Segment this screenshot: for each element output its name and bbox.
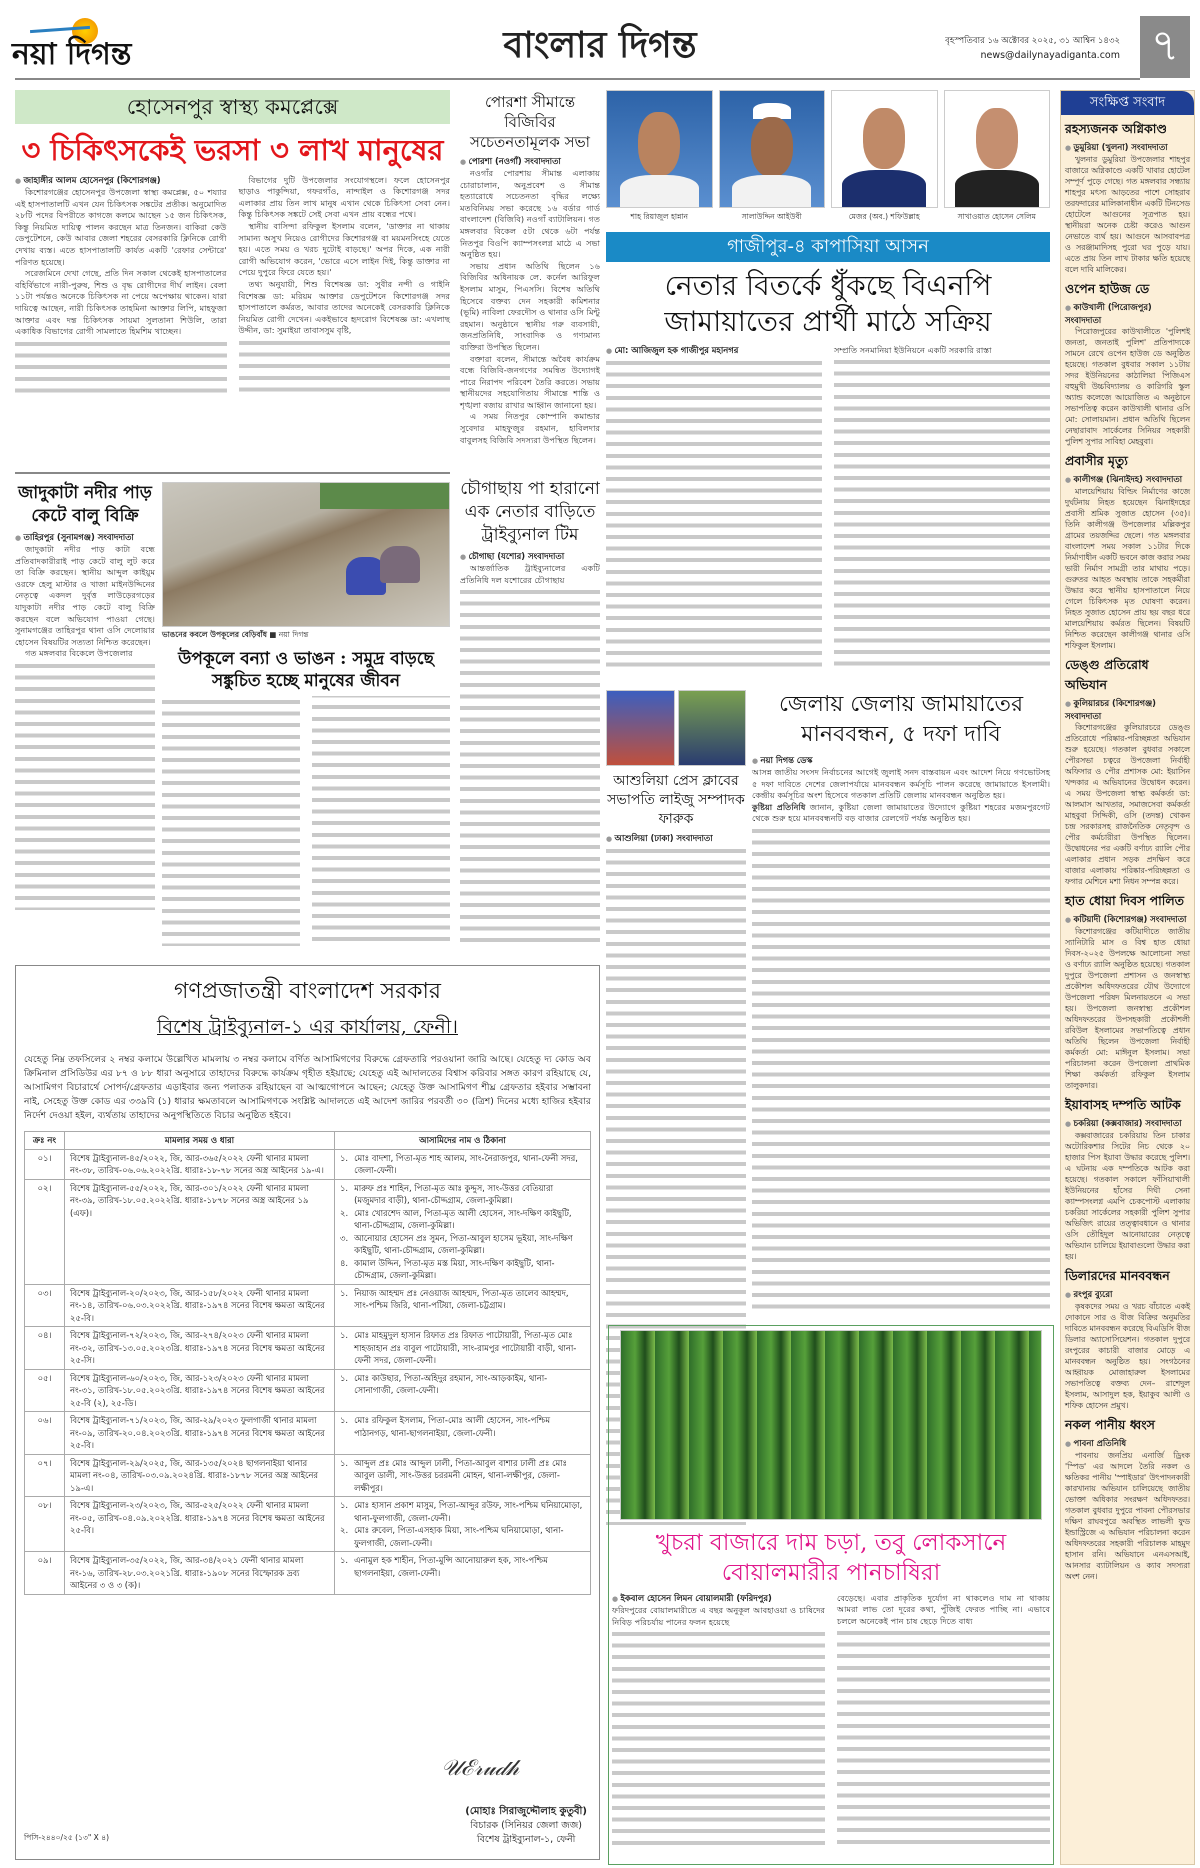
body-text-continuation [15, 660, 155, 910]
serial-cell: ০৩। [25, 1284, 65, 1327]
byline: ● কটিয়াদী (কিশোরগঞ্জ) সংবাদদাতা [1065, 913, 1190, 926]
brief-news-item [1065, 1417, 1190, 1582]
paragraph: সরেজমিনে দেখা গেছে, প্রতি দিন সকাল থেকেই হাসপাতালের বহির্বিভাগে নারী-পুরুষ, শিশু ও বৃদ্ধ রোগীদের দীর্ঘ লাইন। বেলা ১১টা পর্যন্তও অনেকে চিকিৎসক না পেয়ে অপেক্ষায় থাকেন। যারা দায়িত্বে আছেন, নারী চিকিৎসক তাহমিনা আক্তার লিপি, মাহফুজা আক্তার এবং দন্ত চিকিৎসক সায়মা সুলতানা শিউলি, তারা একাধিক বিভাগের রোগী সামলাতে হিমশিম খাচ্ছেন। [15, 268, 227, 337]
paragraph: পিরোজপুরের কাউখালীতে 'পুলিশই জনতা, জনতাই পুলিশ' প্রতিপাদ্যকে সামনে রেখে ওপেন হাউজ ডে অনুষ্ঠিত হয়েছে। গতকাল বুধবার সকাল ১১টায় সদর ইউনিয়নের কাঠালিয়া পিজিএস বহুমুখী উচ্চবিদ্যালয় ও কারিগরি স্কুল অ্যান্ড কলেজে আয়োজিত এ অনুষ্ঠানে সভাপতিত্ব করেন কাউখালী থানার ওসি মো: সোলায়মান। প্রধান অতিথি ছিলেন নেছারাবাদ সার্কেলের সিনিয়র সহকারী পুলিশ সুপার সাবিহা মেহবুবা। [1065, 327, 1190, 446]
brief-news-item [1065, 281, 1190, 447]
byline: ● কালীগঞ্জ (ঝিনাইদহ) সংবাদদাতা [1065, 473, 1190, 486]
table-row [25, 1454, 591, 1497]
accused-entry: ১. এনামুল হক শাহীন, পিতা-মুন্সি আনোয়ারুল হক, সাং-পশ্চিম ছাগলনাইয়া, জেলা-ফেনী। [340, 1555, 548, 1578]
byline: ● চকরিয়া (কক্সবাজার) সংবাদদাতা [1065, 1117, 1190, 1130]
ad-code: পিসি-২৪৪০/২৫ (১৩" X ৪) [24, 1833, 110, 1842]
gazipur-headline-line2: জামায়াতের প্রার্থী মাঠে সক্রিয় [664, 305, 992, 338]
accused-entry: ৪. কামাল উদ্দিন, পিতা-মৃত মস্ত মিয়া, সাং-দক্ষিণ কাইছুটি, থানা-চৌদ্দগ্রাম, জেলা-কুমিল্লা। [340, 1257, 555, 1280]
tribunal-notice [15, 965, 600, 1860]
edition-date: বৃহস্পতিবার ১৬ অক্টোবর ২০২৫, ৩১ আশ্বিন ১৪৩২ [945, 36, 1120, 46]
serial-cell: ০৪। [25, 1327, 65, 1370]
body-text-continuation [752, 825, 1050, 1315]
accused-cell [335, 1149, 591, 1179]
byline: ● নয়া দিগন্ত ডেস্ক [752, 754, 1050, 767]
paragraph: কিশোরগঞ্জের হোসেনপুর উপজেলা স্বাস্থ্য কমপ্লেক্স, ৫০ শয্যার এই হাসপাতালটি এখন যেন চিকিৎসক সঙ্কটের প্রতীক। অনুমোদিত ২৮টি পদের বিপরীতে কাগজে কলমে আছেন ১৫ জন চিকিৎসক, কিন্তু নিয়মিত দায়িত্ব পালন করছেন মাত্র তিনজন। বাকিরা কেউ ডেপুটেশনে, কেউ আবার জেলা শহরের বেসরকারি ক্লিনিকে রোগী দেখায় ব্যস্ত। এতে হাসপাতালটি কার্যত একটি 'রেফার সেন্টারে' পরিণত হয়েছে। [15, 187, 227, 267]
table-row [25, 1179, 591, 1284]
byline: ● জাহাঙ্গীর আলম হোসেনপুর (কিশোরগঞ্জ) [15, 174, 227, 187]
paragraph: কৃষকদের সময় ও খরচ বাঁচাতে একই দোকানে সার ও বীজ বিক্রির অনুমতির দাবিতে মানববন্ধন করেছে বিএডিসি বীজ ডিলার অ্যাসোসিয়েশন। গতকাল দুপুরে রংপুরের কাচারী বাজার মোড়ে এ মানববন্ধন অনুষ্ঠিত হয়। সংগঠনের আহ্বায়ক মোজাহারুল ইসলামের সভাপতিত্বে বক্তব্য দেন– রাশেদুল ইসলাম, আসাদুল হক, ইয়াকুব আলী ও শফিক হোসেন প্রমুখ। [1065, 1302, 1190, 1410]
coast-headline-line2: সঙ্কুচিত হচ্ছে মানুষের জীবন [211, 671, 401, 691]
gazipur-headline-line1: নেতার বিতর্কে ধুঁকছে বিএনপি [664, 269, 992, 302]
coast-story: ভাঙনের কবলে উপকূলের বেড়িবাঁধ ■ নয়া দিগন্ত উপকূলে বন্যা ও ভাঙন : সমুদ্র বাড়ছে সঙ্কুচিত হচ্ছে মানুষের জীবন [162, 482, 450, 960]
byline: ● চৌগাছা (যশোর) সংবাদদাতা [460, 550, 600, 563]
paragraph: সম্প্রতি সনমানিয়া ইউনিয়নে একটি সরকারি রাস্তা [834, 344, 992, 355]
embankment-photo [162, 482, 450, 627]
byline: ● পোরশা (নওগাঁ) সংবাদদাতা [460, 155, 600, 168]
paragraph: স্থানীয় বাসিন্দা রফিকুল ইসলাম বলেন, 'ডাক্তার না থাকায় সামান্য অসুখ নিয়েও রোগীদের কিশোরগঞ্জ বা ময়মনসিংহে যেতে হয়। এতে সময় ও খরচ দুটোই বাড়ছে।' অপর দিকে, এক নারী রোগী অভিযোগ করেন, 'ভোরে এসে লাইন দিই, কিন্তু ডাক্তার না পেয়ে দুপুরে ফিরে যেতে হয়।' [238, 221, 450, 278]
accused-cell [335, 1497, 591, 1552]
section-title: বাংলার দিগন্ত [503, 24, 697, 66]
case-cell: বিশেষ ট্রাইব্যুনাল-৪৫/২০২২, জি, আর-৩৬৫/২০২২ ফেনী থানার মামলা নং-৩৮, তারিখ-০৬.০৬.২০২২খ্রি. ধারাঃ-১৮-৭৮ সনের অস্ত্র আইনের ১৯-এ। [65, 1149, 335, 1179]
brief-news-sidebar [1060, 90, 1195, 1865]
paragraph: কক্সবাজারের চকরিয়ায় তিন চাকার অটোরিকশার সিটের নিচ থেকে ২০ হাজার পিস ইয়াবা উদ্ধার করেছে পুলিশ। এ ঘটনায় এক দম্পতিকে আটক করা হয়েছে। গতকাল সকালে ফাঁসিয়াখালী ইউনিয়নের হাঁসের দিঘী সেনা ক্যাম্পসংলগ্ন এমপি চেকপোস্ট এলাকায় চকরিয়া সার্কেলের সহকারী পুলিশ সুপার অভিজিৎ রায়ের তত্ত্বাবধানে ও থানার ওসি তৌহিদুল আনোয়ারের নেতৃত্বে অভিযান চালিয়ে ইয়াবাগুলো উদ্ধার করা হয়। [1065, 1131, 1190, 1261]
divider [15, 472, 450, 474]
masthead-rule [15, 78, 1140, 80]
betel-headline-line2: বোয়ালমারীর পানচাষিরা [721, 1560, 941, 1586]
paragraph: আসন্ন জাতীয় সংসদ নির্বাচনের আগেই জুলাই সনদ বাস্তবায়ন এবং আদেশ নিয়ে গণভোটসহ ৫ দফা দাবিতে দেশের জেলাপর্যায়ে মানববন্ধন কর্মসূচি পালন করেছে জামায়াতে ইসলামী। কেন্দ্রীয় কর্মসূচির অংশ হিসেবে গতকাল প্রতিটি জেলায় মানববন্ধন অনুষ্ঠিত হয়। [752, 767, 1050, 801]
serial-cell: ০৫। [25, 1369, 65, 1412]
ashulia-headline: আশুলিয়া প্রেস ক্লাবের সভাপতি লাইজু সম্পাদক ফারুক [607, 773, 745, 827]
accused-cell [335, 1454, 591, 1497]
accused-cell [335, 1284, 591, 1327]
paragraph: মালয়েশিয়ায় বিল্ডিং নির্মাণের কাজে দুর্ঘটনায় নিহত হয়েছেন ঝিনাইদহের প্রবাসী শ্রমিক সুজাত হোসেন (৩৫)। তিনি কালীগঞ্জ উপজেলার মল্লিকপুর গ্রামের তয়জদ্দির ছেলে। গত মঙ্গলবার বাংলাদেশ সময় সকাল ১১টার দিকে নির্মাণাধীন একটি ভবনে কাজ করার সময় ভারী নির্মাণ সামগ্রী তার মাথায় পড়ে। গুরুতর আহত অবস্থায় তাকে সহকর্মীরা উদ্ধার করে স্থানীয় হাসপাতালে নিয়ে গেলে চিকিৎসক মৃত ঘোষণা করেন। নিহত সুজাত হোসেন প্রায় ছয় বছর ধরে মালয়েশিয়ায় কর্মরত ছিলেন। বিষয়টি নিশ্চিত করেছেন কালীগঞ্জ থানার ওসি শফিকুল ইসলাম। [1065, 487, 1190, 650]
byline: ● রংপুর ব্যুরো [1065, 1288, 1190, 1301]
accused-cell [335, 1327, 591, 1370]
gazipur-story [606, 90, 1050, 680]
brief-title: হাত ধোয়া দিবস পালিত [1065, 893, 1185, 908]
table-row [25, 1327, 591, 1370]
byline: ● কাউখালী (পিরোজপুর) সংবাদদাতা [1065, 301, 1190, 326]
byline: ● মো: আজিজুল হক গাজীপুর মহানগর [606, 344, 822, 357]
body-text-continuation [239, 337, 451, 397]
jadukata-headline: জাদুকাটা নদীর পাড় কেটে বালু বিক্রি [18, 483, 152, 526]
candidate-name: শাহ রিয়াজুল হান্নান [630, 212, 689, 221]
candidate-photo [831, 90, 938, 208]
notice-text: যেহেতু নিম্ন তফসিলের ২ নম্বর কলামে উল্লেখিত মামলায় ৩ নম্বর কলামে বর্ণিত আসামিগণের বিরুদ্ধে গ্রেফতারি পরওয়ানা জারি আছে। যেহেতু দ্য কোড অব ক্রিমিনাল প্রসিডিউর এর ৮৭ ও ৮৮ ধারা অনুসারে তাহাদের বিরুদ্ধে কার্যক্রম গৃহীত হইয়াছে; যেহেতু এই আদালতের বিশ্বাস করিবার সঙ্গত কারণ রহিয়াছে যে, আসামিগণ বিচারার্থে সোপর্দ/গ্রেফতার এড়াইবার জন্য পলাতক রহিয়াছেন বা আত্মগোপনে আছেন; যেহেতু উক্ত আসামিগণ শীঘ্র গ্রেফতার হইবার সম্ভাবনা নাই, সেহেতু উক্ত কোড এর ৩৩৯বি (১) ধারার ক্ষমতাবলে আসামিগণকে সংশ্লিষ্ট আদালতে এই আদেশ জারির পরবর্তী ৩০ (ত্রিশ) দিনের মধ্যে হাজির হইবার নির্দেশ দেওয়া হইল, ব্যর্থতায় তাহাদের অনুপস্থিতিতে বিচার অনুষ্ঠিত হইবে। [24, 1054, 591, 1121]
column-header: মামলার সময় ও ধারা [65, 1132, 335, 1150]
correspondent-label: কুষ্টিয়া প্রতিনিধি [752, 801, 806, 812]
table-row [25, 1284, 591, 1327]
paragraph: কিশোরগঞ্জের কুলিয়ারচরে ডেঙ্গু প্রতিরোধে পরিষ্কার-পরিচ্ছন্নতা অভিযান শুরু হয়েছে। গতকাল বুধবার সকালে পৌরসভা চত্বরে উপজেলা নির্বাহী অফিসার ও পৌর প্রশাসক মো: ইয়াসিন খন্দকার এ অভিযানের উদ্বোধন করেন। এ সময় উপজেলা স্বাস্থ্য কর্মকর্তা ডা: আলমাস আখতার, সমাজসেবা কর্মকর্তা মাহবুবা সিদ্দিকী, ওসি (তদন্ত) খোকন চন্দ্র সরকারসহ রাজনৈতিক নেতৃবৃন্দ ও পৌর কর্মচারীরা উপস্থিত ছিলেন। উদ্বোধনের পর একটি বর্ণাঢ্য র‍্যালি পৌর এলাকার প্রধান সড়ক প্রদক্ষিণ করে বাজার এলাকায় পরিষ্কার-পরিচ্ছন্নতা ও ফগার মেশিনে মশা নিধন সম্পন্ন করে। [1065, 723, 1190, 886]
column-header: আসামিদের নাম ও ঠিকানা [335, 1132, 591, 1150]
signer-title: বিচারক (সিনিয়র জেলা জজ) [470, 1820, 582, 1831]
case-cell: বিশেষ ট্রাইব্যুনাল-৩৫/২০২২, জি, আর-৩৪/২০২১ ফেনী থানার মামলা নং-১৬, তারিখ-২৮.০৩.২০২১খ্রি. ধারাঃ-১৯০৮ সনের বিস্ফোরক দ্রব্য আইনের ৩ ও ৩ (ক)। [65, 1552, 335, 1595]
signer-office: বিশেষ ট্রাইব্যুনাল-১, ফেনী [476, 1834, 576, 1845]
body-text-continuation [460, 586, 600, 946]
case-cell: বিশেষ ট্রাইব্যুনাল-২০/২০২৩, জি, আর-১৫৮/২০২২ ফেনী থানার মামলা নং-১৪, তারিখ-০৬.০৩.২০২২খ্রি. ধারাঃ-১৯৭৪ সনের বিশেষ ক্ষমতা আইনের ২৫-বি। [65, 1284, 335, 1327]
brief-news-item [1065, 453, 1190, 651]
serial-cell: ০৭। [25, 1454, 65, 1497]
chougachha-headline: চৌগাছায় পা হারানো এক নেতার বাড়িতে ট্রাইব্যুনাল টিম [460, 479, 600, 545]
constituency-banner: গাজীপুর-৪ কাপাসিয়া আসন [606, 232, 1050, 262]
paragraph: খুলনার ডুমুরিয়া উপজেলার শাহপুর বাজারে অগ্নিকাণ্ডে একটি খাবার হোটেল সম্পূর্ণ পুড়ে গেছে। গত মঙ্গলবার সন্ধ্যায় শাহপুর মৎস্য আড়তের পাশে সোহরাব তরফদারের মালিকানাধীন একটি টিনসেড হোটেলে আগুনের সূত্রপাত হয়। স্থানীয়রা অনেক চেষ্টা করেও আগুন নেভাতে ব্যর্থ হয়। আগুনে আসবাবপত্র ও সরঞ্জামাদিসহ পুরো ঘর পুড়ে যায়। এতে প্রায় তিন লাখ টাকার ক্ষতি হয়েছে বলে দাবি মালিকের। [1065, 155, 1190, 274]
table-row [25, 1412, 591, 1455]
accused-entry: ৩. আনোয়ার হোসেন প্রঃ সুমন, পিতা-আবুল হাসেম ভূইয়া, সাং-দক্ষিণ কাইছুটি, থানা-চৌদ্দগ্রাম, জেলা-কুমিল্লা। [340, 1232, 573, 1255]
brief-news-item [1065, 893, 1190, 1091]
page-number: ৭ [1140, 16, 1190, 78]
accused-entry: ১. মোঃ রফিকুল ইসলাম, পিতা-মোঃ আলী হোসেন, সাং-পশ্চিম পাঠানগড়, থানা-ছাগলনাইয়া, জেলা-ফেনী। [340, 1415, 551, 1438]
accused-cell [335, 1412, 591, 1455]
accused-entry: ২. মোঃ রুবেল, পিতা-এসহাক মিয়া, সাং-পশ্চিম ঘনিয়ামোড়া, থানা-ফুলগাজী, জেলা-ফেনী। [340, 1525, 564, 1548]
notice-title: গণপ্রজাতন্ত্রী বাংলাদেশ সরকার [173, 979, 442, 1004]
notice-subtitle: বিশেষ ট্রাইব্যুনাল-১ এর কার্যালয়, ফেনী। [157, 1016, 458, 1038]
paragraph: পাবনায় জনপ্রিয় এনার্জি ড্রিংক 'স্পিড' এর আদলে তৈরি নকল ও ক্ষতিকর পানীয় 'স্পাইডার' উৎপাদনকারী কারখানায় অভিযান চালিয়েছে জাতীয় ভোক্তা অধিকার সংরক্ষণ অধিদফতর। গতকাল বুধবার দুপুরে পাবনা পৌরসভার দক্ষিণ রাঘবপুরে অবস্থিত লাভলী ফুড ইন্ডাস্ট্রিজে এ অভিযান পরিচালনা করেন অধিদফতরের সহকারী পরিচালক মাহমুদ হাসান রনি। অভিযানে এনএসআই, আনসার ব্যাটালিয়ন ও ক্যাব সদস্যরা অংশ নেন। [1065, 1451, 1190, 1581]
brief-news-item [1065, 1268, 1190, 1411]
accused-entry: ১. নিয়াজ আহম্মদ প্রঃ নেওয়াজ আহম্মদ, পিতা-মৃত তালেব আহম্মদ, সাং-পশ্চিম জিরি, থানা-পটিয়া, জেলা-চট্টগ্রাম। [340, 1287, 569, 1310]
accused-cell [335, 1179, 591, 1284]
person-photo [678, 690, 747, 766]
health-headline: ৩ চিকিৎসকেই ভরসা ৩ লাখ মানুষের [21, 133, 444, 167]
jamaat-story [752, 690, 1050, 1330]
case-cell: বিশেষ ট্রাইব্যুনাল-৭১/২০২৩, জি, আর-২৯/২০২৩ ফুলগাজী থানার মামলা নং-০৯, তারিখ-২০.০৪.২০২৩খ্রি. ধারাঃ-১৯৭৪ সনের বিশেষ ক্ষমতা আইনের ২৫-বি। [65, 1412, 335, 1455]
jamaat-headline-line2: মানববন্ধন, ৫ দফা দাবি [801, 722, 1001, 747]
accused-entry: ১. মোঃ বাদশা, পিতা-মৃত শাহ আলম, সাং-নৈরাজপুর, থানা-ফেনী সদর, জেলা-ফেনী। [340, 1152, 578, 1175]
brief-title: প্রবাসীর মৃত্যু [1065, 453, 1128, 468]
serial-cell: ০৬। [25, 1412, 65, 1455]
case-cell: বিশেষ ট্রাইব্যুনাল-৫৫/২০২২, জি, আর-৩০১/২০২২ ফেনী থানার মামলা নং-৩৯, তারিখ-১৮.০৫.২০২২খ্রি. ধারাঃ-১৮৭৮ সনের অস্ত্র আইনের ১৯ (এফ)। [65, 1179, 335, 1284]
candidate-name: সাখাওয়াত হোসেন সেলিম [957, 212, 1036, 221]
judge-signature: 𝒰ℰ𝓇𝓊𝒹𝒽 [441, 1756, 519, 1781]
photo-credit: নয়া দিগন্ত [278, 630, 309, 639]
contact-email[interactable]: news@dailynayadiganta.com [980, 50, 1120, 61]
signer-name: (মোহাঃ সিরাজুদ্দৌলাহ কুতুবী) [465, 1806, 587, 1817]
candidate-photo [944, 90, 1051, 208]
accused-entry: ১. মোঃ হাসান প্রকাশ মাসুম, পিতা-আব্দুর রউফ, সাং-পশ্চিম ঘনিয়ামোড়া, থানা-ফুলগাজী, জেলা-ফেনী। [340, 1500, 583, 1523]
masthead [0, 0, 1200, 82]
brief-title: ওপেন হাউজ ডে [1065, 281, 1150, 296]
sidebar-header: সংক্ষিপ্ত সংবাদ [1061, 91, 1194, 115]
serial-cell: ০১। [25, 1149, 65, 1179]
accused-entry: ১. মোঃ কাউছার, পিতা-অহিদুর রহমান, সাং-আড়কাইম, থানা-সোনাগাজী, জেলা-ফেনী। [340, 1372, 548, 1395]
case-cell: বিশেষ ট্রাইব্যুনাল-৬০/২০২৩, জি, আর-১২৩/২০২৩ ফেনী থানার মামলা নং-৩১, তারিখ-১৮.০৫.২০২৩খ্রি. ধারাঃ-১৯৭৪ সনের বিশেষ ক্ষমতা আইনের ২৫-বি (২), ২৫-ডি। [65, 1369, 335, 1412]
byline: ● তাহিরপুর (সুনামগঞ্জ) সংবাদদাতা [15, 531, 155, 544]
brief-title: ডেঙ্গু প্রতিরোধ অভিযান [1065, 657, 1149, 692]
jadukata-story [15, 482, 155, 960]
body-text-continuation [834, 356, 1050, 671]
case-cell: বিশেষ ট্রাইব্যুনাল-২৩/২০২৩, জি, আর-৫২৫/২০২২ ফেনী থানার মামলা নং-০৫, তারিখ-০৪.০৯.২০২২খ্রি. ধারাঃ-১৯৭৪ সনের বিশেষ ক্ষমতা আইনের ২৫-বি। [65, 1497, 335, 1552]
paragraph: বেড়েছে। এবার প্রাকৃতিক দুর্যোগ না থাকলেও দাম না থাকায় আমরা লাভ তো দূরের কথা, পুঁজিই ফেরত পাচ্ছি না। এভাবে চললে অনেকেই পান চাষ ছেড়ে দিতে বাধ্য [837, 1592, 1050, 1626]
health-story [15, 90, 450, 470]
brief-title: ডিলারদের মানববন্ধন [1065, 1268, 1170, 1283]
chougachha-story [460, 478, 600, 958]
jamaat-headline-line1: জেলায় জেলায় জামায়াতের [778, 692, 1024, 717]
brief-news-item [1065, 657, 1190, 887]
accused-entry: ২. মোঃ খোরশেদ আল, পিতা-মৃত আলী হোসেন, সাং-দক্ষিণ কাইছুটি, থানা-চৌদ্দগ্রাম, জেলা-কুমিল্লা। [340, 1207, 572, 1230]
byline: ● আশুলিয়া (ঢাকা) সংবাদদাতা [606, 832, 746, 845]
table-row [25, 1149, 591, 1179]
paragraph: গত মঙ্গলবার বিকেলে উপজেলার [25, 648, 133, 659]
paragraph: ফরিদপুরের বোয়ালমারীতে এ বছর অনুকূল আবহাওয়া ও চাষিদের নিবিড় পরিচর্যায় পানের ফলন হয়েছে [612, 1605, 825, 1627]
candidate-photo [719, 90, 826, 208]
serial-cell: ০২। [25, 1179, 65, 1284]
paragraph: নওগাঁর পোরশায় সীমান্ত এলাকায় চোরাচালান, অনুপ্রবেশ ও সীমান্ত হত্যারোধে সচেতনতা বৃদ্ধির লক্ষ্যে মতবিনিময় সভা করেছে ১৬ বর্ডার গার্ড বাংলাদেশ (বিজিবি) নওগাঁ ব্যাটালিয়ন। গত মঙ্গলবার বিকেল ৫টা থেকে ৬টা পর্যন্ত নিতপুর বিওপি ক্যাম্পসংলগ্ন মাঠে এ সভা অনুষ্ঠিত হয়। [460, 168, 600, 260]
case-cell: বিশেষ ট্রাইব্যুনাল-২৯/২০২৫, জি, আর-১৩৫/২০২৪ ছাগলনাইয়া থানার মামলা নং-০৪, তারিখ-০৩.০৯.২০২৪খ্রি. ধারাঃ-১৮৭৮ সনের অস্ত্র আইনের ১৯-এ। [65, 1454, 335, 1497]
paragraph: সভায় প্রধান অতিথি ছিলেন ১৬ বিজিবির অধিনায়ক লে. কর্নেল আরিফুল ইসলাম মাসুম, পিএসসি। বিশেষ অতিথি হিসেবে বক্তব্য দেন সহকারী কমিশনার (ভূমি) নাবিলা ফেরদৌস ও থানার ওসি মিন্টু রহমান। অনুষ্ঠানে স্থানীয় গরু ব্যবসায়ী, জনপ্রতিনিধি, সাংবাদিক ও গণ্যমান্য ব্যক্তিরা উপস্থিত ছিলেন। [460, 260, 600, 352]
betel-headline-line1: খুচরা বাজারে দাম চড়া, তবু লোকসানে [655, 1530, 1007, 1556]
paragraph: জাদুকাটা নদীর পাড় কাটা বন্ধে প্রতিবাদকারীরাই পাড় কেটে বালু লুট করে তা বিক্রি করছেন। স্থানীয় আব্দুল কাইয়ুম ওরফে হেলু মাস্টার ও খাজা মাইনউদ্দিনের নেতৃত্বে একদল দুর্বৃত্ত লাউড়েরগড়ের যাদুকাটা নদীর পাড় কেটে বালু বিক্রি করছেন বলে অভিযোগ পাওয়া গেছে। সুনামগঞ্জের তাহিরপুর থানা ওসি দেলোয়ার হোসেন বিষয়টির সত্যতা নিশ্চিত করেছেন। [15, 544, 155, 647]
accused-entry: ১. মোঃ মাহমুদুল হাসান রিফাত প্রঃ রিফাত পাটোয়ারী, পিতা-মৃত মোঃ শাহজাহান প্রঃ বাবুল পাটোয়ারী, সাং-রামপুর পাটোয়ারী বাড়ী, থানা-ফেনী সদর, জেলা-ফেনী। [340, 1330, 577, 1365]
person-photo [606, 690, 675, 766]
paragraph: এ সময় নিতপুর কোম্পানি কমান্ডার সুবেদার মাহফুজুর রহমান, হাবিলদার বাবুলসহ বিজিবি সদস্যরা উপস্থিত ছিলেন। [460, 411, 600, 445]
byline: ● ইকবাল হোসেন লিমন বোয়ালমারী (ফরিদপুর) [612, 1592, 825, 1605]
paragraph: কিশোরগঞ্জের কটিয়াদীতে জাতীয় স্যানিটারি মাস ও বিশ্ব হাত ধোয়া দিবস-২০২৫ উপলক্ষে আলোচনা সভা ও বর্ণাঢ্য র‍্যালি অনুষ্ঠিত হয়েছে। গতকাল দুপুরে উপজেলা প্রশাসন ও জনস্বাস্থ্য প্রকৌশল অধিদফতরের যৌথ উদ্যোগে উপজেলা পরিষদ মিলনায়তনে এ সভা হয়। উপজেলা জনস্বাস্থ্য প্রকৌশল অধিদফতরের উপসহকারী প্রকৌশলী রবিউল ইসলামের সভাপতিত্বে প্রধান অতিথি ছিলেন উপজেলা নির্বাহী কর্মকর্তা মো: মাঈনুল ইসলাম। সভা পরিচালনা করেন উপজেলা প্রাথমিক শিক্ষা কর্মকর্তা রফিকুল ইসলাম তালুকদার। [1065, 927, 1190, 1090]
logo: নয়া দিগন্ত [12, 18, 202, 68]
brief-news-item [1065, 1097, 1190, 1262]
byline: ● কুলিয়ারচর (কিশোরগঞ্জ) সংবাদদাতা [1065, 697, 1190, 722]
accused-table [24, 1131, 591, 1595]
coast-headline-line1: উপকূলে বন্যা ও ভাঙন : সমুদ্র বাড়ছে [178, 649, 434, 669]
accused-cell [335, 1552, 591, 1595]
photo-caption: ভাঙনের কবলে উপকূলের বেড়িবাঁধ [162, 630, 267, 639]
byline: ● পাবনা প্রতিনিধি [1065, 1437, 1190, 1450]
porsha-story [460, 92, 600, 446]
brief-news-item [1065, 121, 1190, 275]
serial-cell: ০৮। [25, 1497, 65, 1552]
case-cell: বিশেষ ট্রাইব্যুনাল-৭২/২০২৩, জি, আর-২৭৪/২০২৩ ফেনী থানার মামলা নং-৩২, তারিখ-১৩.০৫.২০২৩খ্রি. ধারাঃ-১৯৭৪ সনের বিশেষ ক্ষমতা আইনের ২৫-সি। [65, 1327, 335, 1370]
candidate-name: সালাউদ্দিন আইউবী [741, 212, 802, 221]
candidate-name: মেজর (অব.) শফিউল্লাহ [848, 212, 920, 221]
brief-title: ইয়াবাসহ দম্পতি আটক [1065, 1097, 1181, 1112]
table-row [25, 1497, 591, 1552]
health-kicker: হোসেনপুর স্বাস্থ্য কমপ্লেক্সে [15, 90, 450, 124]
serial-cell: ০৯। [25, 1552, 65, 1595]
betel-box-border [608, 1325, 1054, 1865]
paragraph: আন্তর্জাতিক ট্রাইব্যুনালের একটি প্রতিনিধি দল যশোরের চৌগাছায় [460, 563, 600, 585]
porsha-headline: পোরশা সীমান্তে বিজিবির সচেতনতামূলক সভা [469, 93, 591, 151]
accused-entry: ১. মারুফ প্রঃ শাহিন, পিতা-মৃত আঃ কুদ্দুস, সাং-উত্তর বেতিয়ারা (মজুমদার বাড়ী), থানা-চৌদ্দগ্রাম, জেলা-কুমিল্লা। [340, 1182, 554, 1205]
paragraph: বক্তারা বলেন, সীমান্তে অবৈধ কার্যক্রম বন্ধে বিজিবি-জনগণের সমন্বিত উদ্যোগই পারে নিরাপদ পরিবেশ তৈরি করতে। সভায় স্থানীয়দের সহযোগিতায় সীমান্তে শান্তি ও শৃঙ্খলা বজায় রাখার আহ্বান জানানো হয়। [460, 353, 600, 410]
accused-cell [335, 1369, 591, 1412]
candidate-photo [606, 90, 713, 208]
paragraph: বিভাগের দুটি উপজেলার সংযোগস্থলে। ফলে হোসেনপুর ছাড়াও পাকুন্দিয়া, গফরগাঁও, নান্দাইল ও কিশোরগঞ্জ সদর এলাকার প্রায় তিন লাখ মানুষ এখান থেকে চিকিৎসা সেবা নেন। কিন্তু চিকিৎসক সঙ্কটে সেই সেবা এখন প্রায় বন্ধের পথে। [238, 174, 450, 220]
paragraph: জানান, কুষ্টিয়া জেলা জামায়াতের উদ্যোগে কুষ্টিয়া শহরের মজমপুরগেট থেকে শুরু হয়ে মানববন্ধনটি বড় বাজার রেলগেট পর্যন্ত অনুষ্ঠিত হয়। [752, 801, 1050, 824]
brief-title: নকল পানীয় ধ্বংস [1065, 1417, 1155, 1432]
candidate-photos [606, 90, 1050, 224]
accused-entry: ১. আব্দুল প্রঃ মোঃ আব্দুল ঢালী, পিতা-আবুল বাশার ঢালী প্রঃ মোঃ আবুল ডালী, সাং-উত্তর চররমনী মোহন, থানা-লক্ষীপুর, জেলা-লক্ষীপুর। [340, 1457, 568, 1493]
table-row [25, 1552, 591, 1595]
paragraph: তথ্য অনুযায়ী, শিশু বিশেষজ্ঞ ডা: সুবীর নন্দী ও গাইনি বিশেষজ্ঞ ডা: মরিয়ম আক্তার ডেপুটেশনে কিশোরগঞ্জ সদর হাসপাতালে কর্মরত, আবার তাদের অনেকেই বেসরকারি ক্লিনিকে নিয়মিত রোগী দেখেন। একইভাবে হৃদরোগ বিশেষজ্ঞ ডা: এখলাছ উদ্দীন, ডা: সুমাইয়া তাবাসসুম বৃষ্টি, [238, 279, 450, 336]
byline: ● ডুমুরিয়া (খুলনা) সংবাদদাতা [1065, 141, 1190, 154]
table-row [25, 1369, 591, 1412]
brief-title: রহস্যজনক অগ্নিকাণ্ড [1065, 121, 1167, 136]
body-text [162, 696, 450, 946]
column-header: ক্রঃ নং [25, 1132, 65, 1150]
